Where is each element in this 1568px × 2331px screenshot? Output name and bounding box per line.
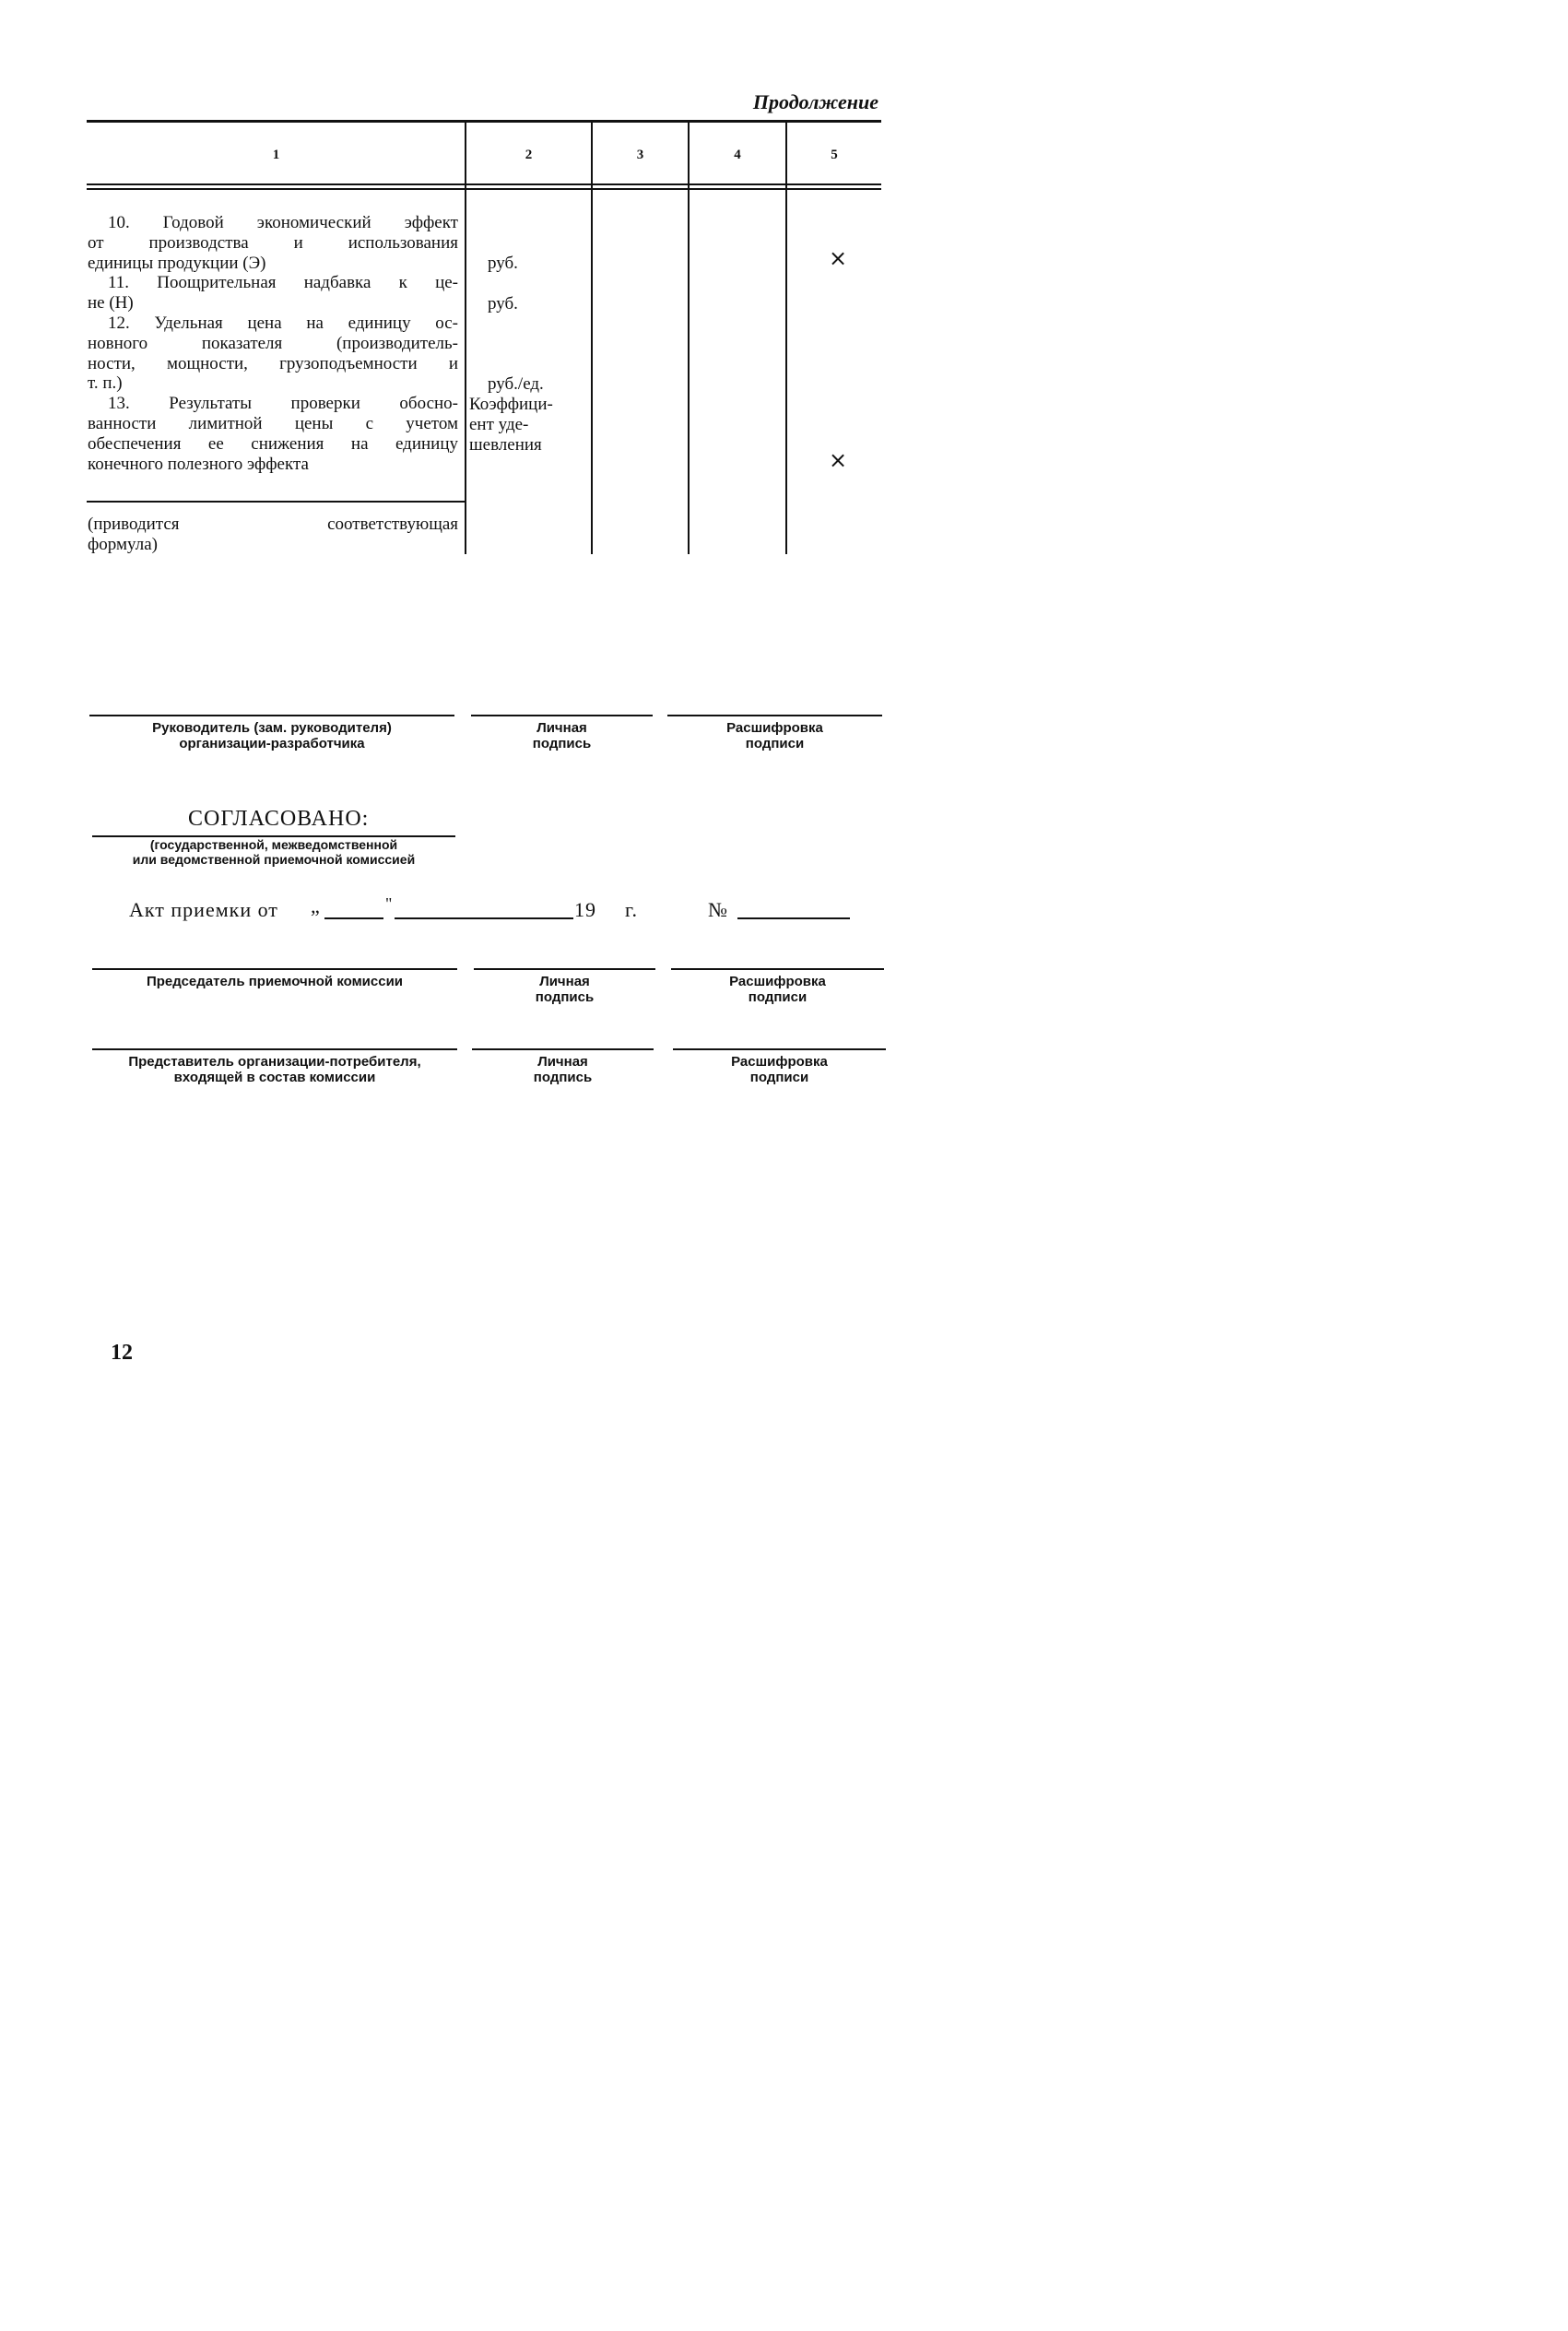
column-header-3: 3 <box>636 148 644 162</box>
row-11-line: не (Н) <box>88 293 134 314</box>
column-divider <box>785 123 787 554</box>
column-header-4: 4 <box>734 148 741 162</box>
decoding-caption-line: Расшифровка <box>729 974 826 989</box>
signature-line <box>667 715 882 716</box>
decoding-caption-line: Расшифровка <box>731 1054 828 1070</box>
signature-caption-line: подпись <box>535 989 595 1005</box>
decoding-caption-line: подписи <box>745 736 805 751</box>
row-13-line: ванности лимитной цены с учетом <box>88 413 458 433</box>
row-10-line: единицы продукции (Э) <box>88 253 266 273</box>
decoding-caption-line: Расшифровка <box>726 720 823 736</box>
cross-mark: × <box>829 447 848 473</box>
column-header-1: 1 <box>272 148 280 162</box>
continuation-label: Продолжение <box>752 90 878 113</box>
signature-caption-line: подпись <box>532 736 592 751</box>
column-divider <box>591 123 593 554</box>
developer-signature-caption <box>471 720 653 751</box>
signature-line <box>471 715 653 716</box>
formula-note <box>88 515 458 555</box>
act-day-blank <box>324 917 383 919</box>
row-10-unit: руб. <box>488 254 518 273</box>
act-month-blank <box>395 917 573 919</box>
signature-caption-line: Личная <box>539 974 590 989</box>
consumer-role <box>92 1054 457 1085</box>
row-12-unit: руб./ед. <box>488 374 544 394</box>
commission-caption-line: (государственной, межведомственной <box>149 837 398 852</box>
consumer-role-line: входящей в состав комиссии <box>173 1070 376 1085</box>
close-quote: " <box>385 894 394 913</box>
signature-line <box>673 1048 886 1050</box>
developer-role-line: Руководитель (зам. руководителя) <box>152 720 392 736</box>
consumer-decoding-caption <box>673 1054 886 1085</box>
page-number: 12 <box>111 1341 133 1365</box>
formula-note-line: формула) <box>88 534 158 554</box>
formula-note-line: (приводится соответствующая <box>88 515 458 534</box>
column-header-5: 5 <box>831 148 838 162</box>
row-13-line: обеспечения ее снижения на единицу <box>88 433 458 454</box>
row-12-line: т. п.) <box>88 373 123 394</box>
consumer-role-line: Представитель организации-потребителя, <box>128 1054 421 1070</box>
column-header-2: 2 <box>525 148 533 162</box>
table-header-rule <box>87 183 881 185</box>
developer-role-line: организации-разработчика <box>179 736 365 751</box>
approval-title: СОГЛАСОВАНО: <box>188 807 370 831</box>
decoding-caption-line: подписи <box>748 989 808 1005</box>
developer-role <box>89 720 454 751</box>
act-prefix: Акт приемки от <box>129 898 278 921</box>
commission-caption-line: или ведомственной приемочной комиссией <box>132 852 416 867</box>
row-11-unit: руб. <box>488 294 518 314</box>
row-12-line: ности, мощности, грузоподъемности и <box>88 353 458 373</box>
table-header-rule-2 <box>87 188 881 190</box>
act-year-suffix: г. <box>625 898 639 921</box>
signature-line <box>92 1048 457 1050</box>
signature-caption-line: Личная <box>536 720 587 736</box>
signature-line <box>474 968 655 970</box>
row-13-line: конечного полезного эффекта <box>88 454 309 474</box>
row-13-unit-line: ент уде- <box>469 414 529 434</box>
row-13-unit <box>469 395 553 455</box>
act-number-sign: № <box>708 898 728 921</box>
chairman-signature-caption <box>474 974 655 1005</box>
signature-caption-line: подпись <box>533 1070 593 1085</box>
row-10-line: 10. Годовой экономический эффект <box>108 213 458 232</box>
row-10-line: от производства и использования <box>88 232 458 253</box>
row-13-unit-line: шевления <box>469 434 542 455</box>
developer-decoding-caption <box>667 720 882 751</box>
chairman-role: Председатель приемочной комиссии <box>146 974 404 989</box>
commission-caption <box>92 837 455 867</box>
column-divider <box>688 123 690 554</box>
chairman-decoding-caption <box>671 974 884 1005</box>
decoding-caption-line: подписи <box>749 1070 809 1085</box>
signature-line <box>89 715 454 716</box>
column-divider <box>465 123 466 554</box>
cross-mark: × <box>829 245 848 271</box>
table-top-rule <box>87 120 881 123</box>
row-13-unit-line: Коэффици- <box>469 395 553 414</box>
row-12-line: 12. Удельная цена на единицу ос- <box>108 313 458 333</box>
row-13-line: 13. Результаты проверки обосно- <box>108 394 458 414</box>
signature-caption-line: Личная <box>537 1054 588 1070</box>
row-12-line: новного показателя (производитель- <box>88 333 458 353</box>
signature-line <box>92 968 457 970</box>
act-number-blank <box>737 917 850 919</box>
signature-line <box>671 968 884 970</box>
formula-divider <box>87 501 465 503</box>
act-year-prefix: 19 <box>574 898 596 921</box>
open-quote: „ <box>311 894 321 917</box>
row-11-line: 11. Поощрительная надбавка к це- <box>108 273 458 293</box>
table-row-text <box>88 213 458 474</box>
consumer-signature-caption <box>472 1054 654 1085</box>
signature-line <box>472 1048 654 1050</box>
